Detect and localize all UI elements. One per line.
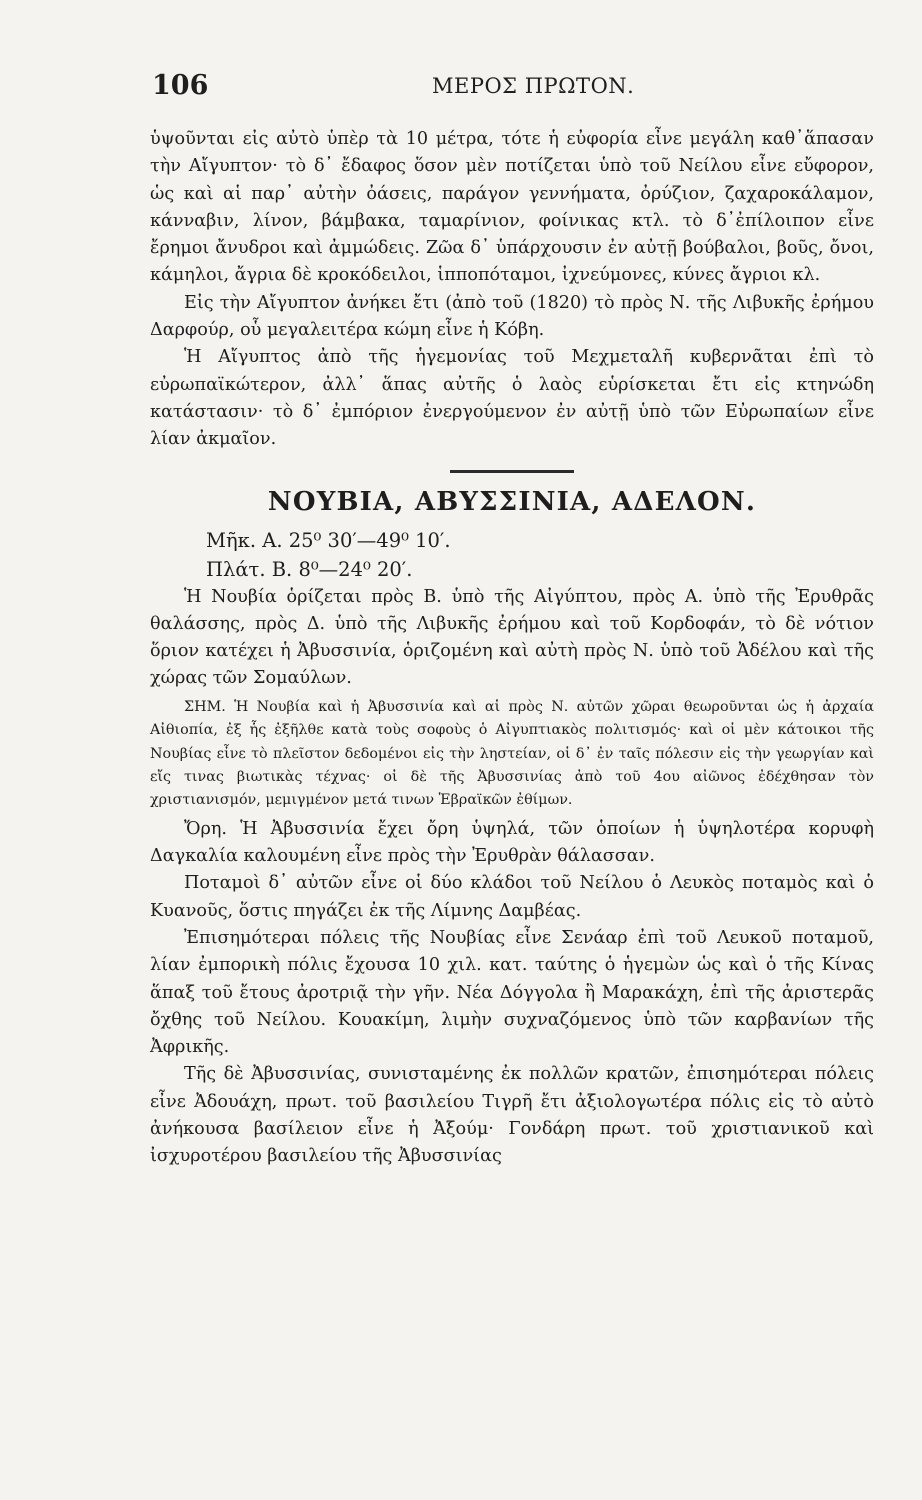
paragraph-abyssinia-cities: Τῆς δὲ Ἀβυσσινίας, συνισταμένης ἐκ πολλῶν κρατῶν, ἐπισημότεραι πόλεις εἶνε Ἀδουάχη, πρωτ. τοῦ βασιλείου Τιγρῆ ἔτι ἀξιολογωτέρα πόλις εἰς τὸ αὐτὸ ἀνήκουσα βασίλειον εἶνε ἡ Ἀξούμ· Γονδάρη πρωτ. τοῦ χριστιανικοῦ καὶ ἰσχυροτέρου βασιλείου τῆς Ἀβυσσινίας (150, 1064, 874, 1167)
note-paragraph: ΣΗΜ. Ἡ Νουβία καὶ ἡ Ἀβυσσινία καὶ αἱ πρὸς Ν. αὐτῶν χῶραι θεωροῦνται ὡς ἡ ἀρχαία Αἰθιοπία, ἐξ ἧς ἐξῆλθε κατὰ τοὺς σοφοὺς ὁ Αἰγυπτιακὸς πολιτισμός· καὶ οἱ μὲν κάτοικοι τῆς Νουβίας εἶνε τὸ πλεῖστον δεδομένοι εἰς τὴν ληστείαν, οἱ δ᾽ ἐν ταῖς πόλεσιν εἰς τὴν γεωργίαν καὶ εἴς τινας βιωτικὰς τέχνας· οἱ δὲ τῆς Ἀβυσσινίας ἀπὸ τοῦ 4ου αἰῶνος ἐδέχθησαν τὸν χριστιανισμόν, μεμιγμένον μετά τινων Ἑβραϊκῶν ἐθίμων. (150, 698, 874, 809)
section-title: ΝΟΥΒΙΑ, ΑΒΥΣΣΙΝΙΑ, ΑΔΕΛΟΝ. (267, 486, 757, 517)
page-header (150, 70, 874, 110)
longitude-line: Μῆκ. Α. 25⁰ 30′—49⁰ 10′. (206, 528, 451, 552)
paragraph-rivers: Ποταμοὶ δ᾽ αὐτῶν εἶνε οἱ δύο κλάδοι τοῦ Νείλου ὁ Λευκὸς ποταμὸς καὶ ὁ Κυανοῦς, ὅστις πηγάζει ἐκ τῆς Λίμνης Δαμβέας. (150, 873, 874, 921)
footnote-block (150, 696, 874, 813)
paragraph-egypt-fertility: ὑψοῦνται εἰς αὐτὸ ὑπὲρ τὰ 10 μέτρα, τότε ἡ εὐφορία εἶνε μεγάλη καθ᾽ἅπασαν τὴν Αἴγυπτον· τὸ δ᾽ ἔδαφος ὅσον μὲν ποτίζεται ὑπὸ τοῦ Νείλου εἶνε εὔφορον, ὡς καὶ αἱ παρ᾽ αὐτὴν ὀάσεις, παράγον γεννήματα, ὀρύζιον, ζαχαροκάλαμον, κάνναβιν, λίνον, βάμβακα, ταμαρίνιον, φοίνικας κτλ. τὸ δ᾽ἐπίλοιπον εἶνε ἔρημοι ἄνυδροι καὶ ἀμμώδεις. Ζῶα δ᾽ ὑπάρχουσιν ἐν αὐτῇ βούβαλοι, βοῦς, ὄνοι, κάμηλοι, ἄγρια δὲ κροκόδειλοι, ἱπποπόταμοι, ἰχνεύμονες, κύνες ἄγριοι κλ. (150, 129, 874, 286)
paragraph-egypt-government: Ἡ Αἴγυπτος ἀπὸ τῆς ἡγεμονίας τοῦ Μεχμεταλῆ κυβερνᾶται ἐπὶ τὸ εὐρωπαϊκώτερον, ἀλλ᾽ ἅπας αὐτῆς ὁ λαὸς εὑρίσκεται ἔτι εἰς κτηνώδη κατάστασιν· τὸ δ᾽ ἐμπόριον ἐνεργούμενον ἐν αὐτῇ ὑπὸ τῶν Εὐρωπαίων εἶνε λίαν ἀκμαῖον. (150, 347, 874, 450)
page-body (150, 126, 874, 1171)
section-divider (450, 470, 574, 473)
paragraph-nubia-cities: Ἐπισημότεραι πόλεις τῆς Νουβίας εἶνε Σενάαρ ἐπὶ τοῦ Λευκοῦ ποταμοῦ, λίαν ἐμπορικὴ πόλις ἔχουσα 10 χιλ. κατ. ταύτης ὁ ἡγεμὼν ὡς καὶ ὁ τῆς Κίνας ἅπαξ τοῦ ἔτους ἀροτριᾷ τὴν γῆν. Νέα Δόγγολα ἢ Μαρακάχη, ἐπὶ τῆς ἀριστερᾶς ὄχθης τοῦ Νείλου. Κουακίμη, λιμὴν συχναζόμενος ὑπὸ τῶν καρβανίων τῆς Ἀφρικῆς. (150, 927, 874, 1058)
running-title: ΜΕΡΟΣ ΠΡΩΤΟΝ. (432, 74, 635, 98)
paragraph-nubia-borders: Ἡ Νουβία ὁρίζεται πρὸς Β. ὑπὸ τῆς Αἰγύπτου, πρὸς Α. ὑπὸ τῆς Ἐρυθρᾶς θαλάσσης, πρὸς Δ. ὑπὸ τῆς Λιβυκῆς ἐρήμου καὶ τοῦ Κορδοφάν, τὸ δὲ νότιον ὅριον κατέχει ἡ Ἀβυσσινία, ὁριζομένη καὶ αὐτὴ πρὸς Ν. ὑπὸ τοῦ Ἀδέλου καὶ τῆς χώρας τῶν Σομαύλων. (150, 586, 874, 689)
paragraph-mountains: Ὄρη. Ἡ Ἀβυσσινία ἔχει ὄρη ὑψηλά, τῶν ὁποίων ἡ ὑψηλοτέρα κορυφὴ Δαγκαλία καλουμένη εἶνε πρὸς τὴν Ἐρυθρὰν θάλασσαν. (150, 818, 874, 867)
latitude-line: Πλάτ. Β. 8⁰—24⁰ 20′. (206, 557, 413, 581)
page-number: 106 (152, 70, 209, 101)
paragraph-darfur: Εἰς τὴν Αἴγυπτον ἀνήκει ἔτι (ἀπὸ τοῦ (1820) τὸ πρὸς Ν. τῆς Λιβυκῆς ἐρήμου Δαρφούρ, οὗ μεγαλειτέρα κώμη εἶνε ἡ Κόβη. (150, 292, 874, 341)
